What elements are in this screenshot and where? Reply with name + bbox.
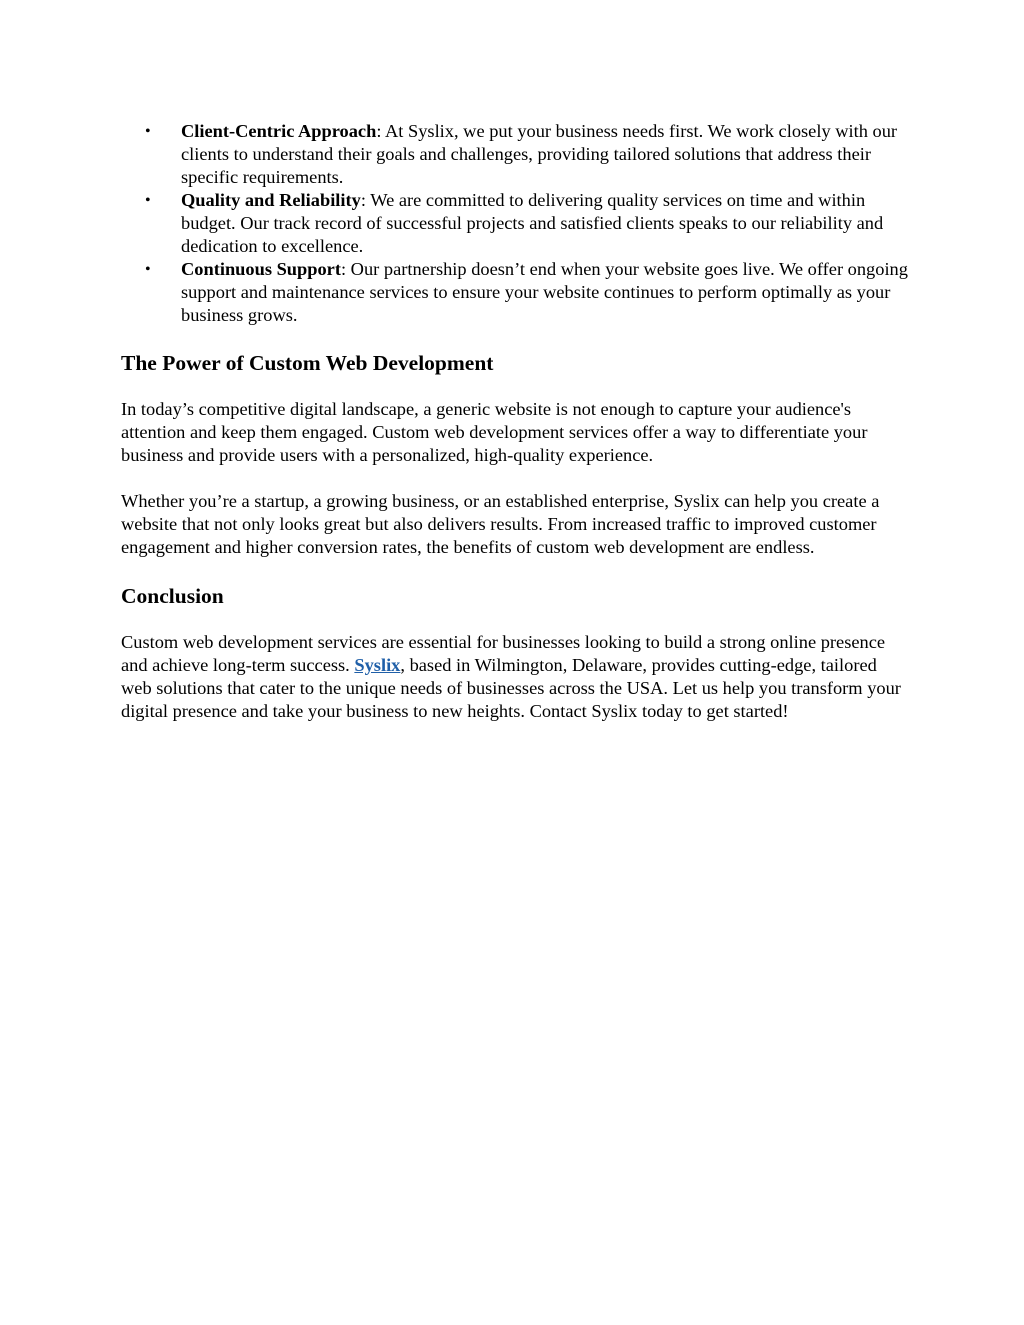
feature-text: : We are committed to delivering quality services on time and within budget. Our track record of successful projects and satisfied clients speaks to our reliability and dedication to excellence. xyxy=(181,190,884,256)
document-content xyxy=(121,120,911,746)
feature-list xyxy=(121,120,911,327)
feature-term: Continuous Support xyxy=(181,259,341,279)
conclusion-text-after: , based in Wilmington, Delaware, provides cutting-edge, tailored web solutions that cater to the unique needs of businesses across the USA. Let us help you transform your digital presence and take your business to new heights. Contact Syslix today to get started! xyxy=(121,655,901,721)
feature-text: : At Syslix, we put your business needs first. We work closely with our clients to understand their goals and challenges, providing tailored solutions that address their specific requirements. xyxy=(181,121,898,187)
paragraph-landscape: In today’s competitive digital landscape, a generic website is not enough to capture your audience's attention and keep them engaged. Custom web development services offer a way to differentiate your business and provide users with a personalized, high-quality experience. xyxy=(121,399,868,465)
section-heading-power: The Power of Custom Web Development xyxy=(121,351,494,375)
bullet-icon: • xyxy=(145,123,151,140)
feature-term: Client-Centric Approach xyxy=(181,121,377,141)
list-item xyxy=(121,120,911,189)
paragraph-startup: Whether you’re a startup, a growing business, or an established enterprise, Syslix can help you create a website that not only looks great but also delivers results. From increased traffic to improved customer engagement and higher conversion rates, the benefits of custom web development are endless. xyxy=(121,491,880,557)
bullet-icon: • xyxy=(145,192,151,209)
conclusion-text-before: Custom web development services are essential for businesses looking to build a strong online presence and achieve long-term success. xyxy=(121,632,886,675)
paragraph-conclusion xyxy=(121,631,911,723)
syslix-link[interactable]: Syslix xyxy=(354,655,401,675)
feature-term: Quality and Reliability xyxy=(181,190,361,210)
feature-text: : Our partnership doesn’t end when your website goes live. We offer ongoing support and maintenance services to ensure your website continues to perform optimally as your business grows. xyxy=(181,259,908,325)
section-heading-conclusion: Conclusion xyxy=(121,584,224,608)
list-item xyxy=(121,189,911,258)
list-item xyxy=(121,258,911,327)
bullet-icon: • xyxy=(145,261,151,278)
